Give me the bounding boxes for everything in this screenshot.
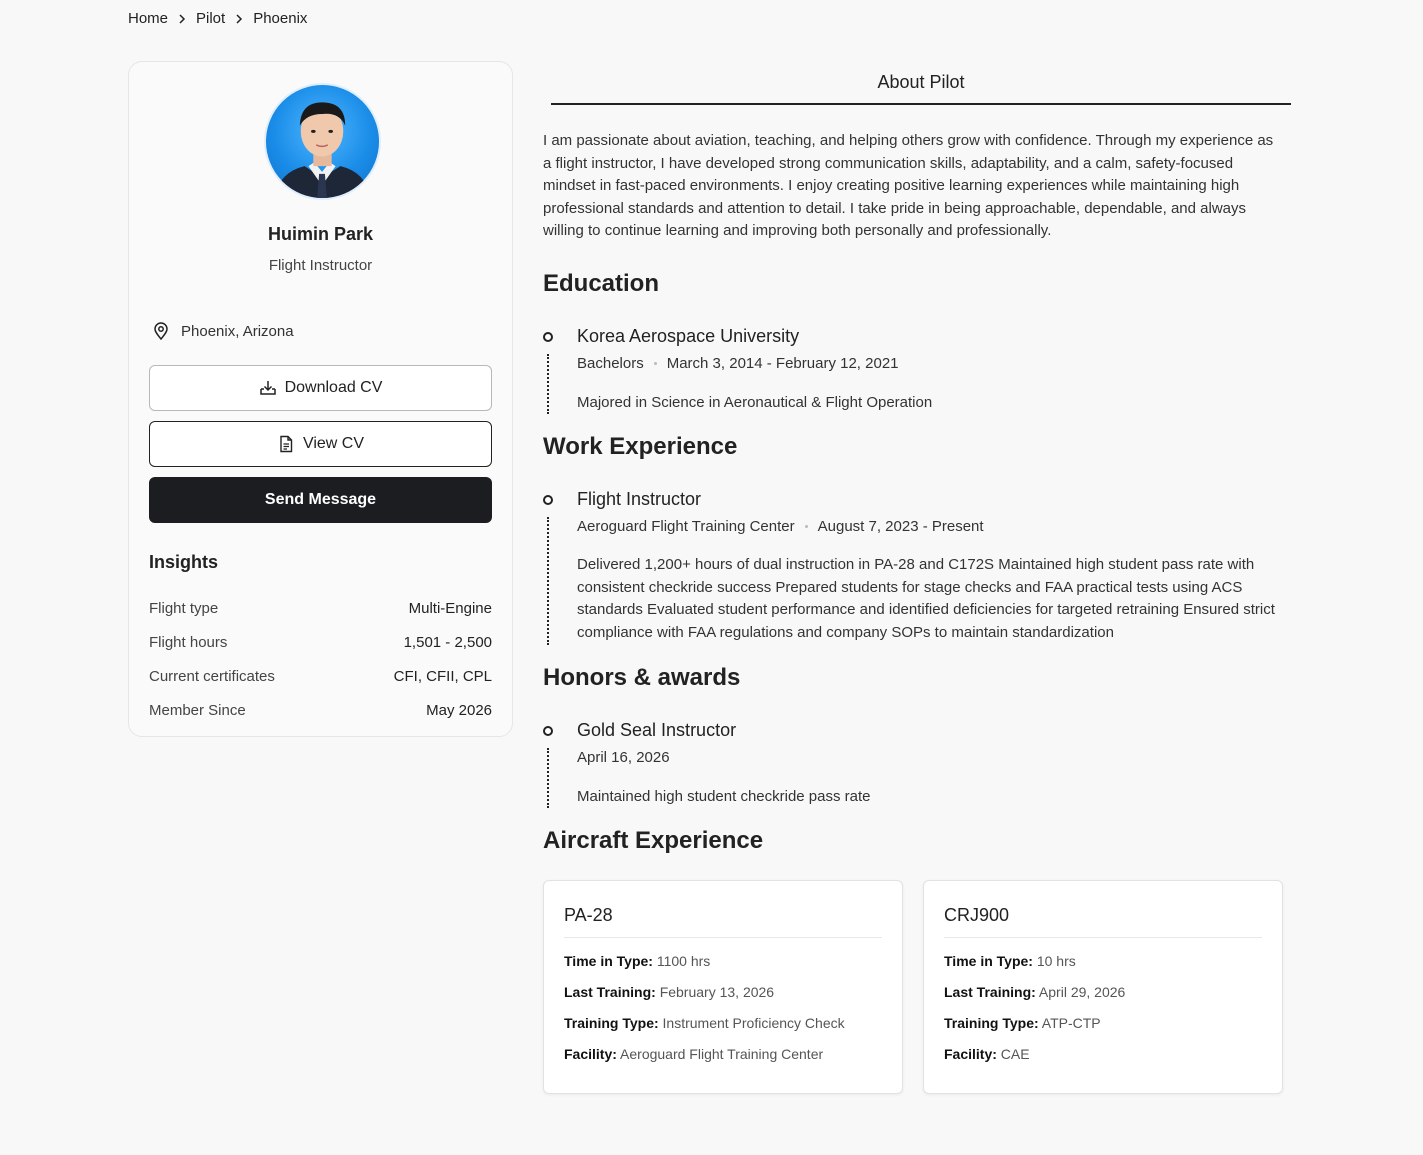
download-icon bbox=[259, 379, 277, 397]
insights-list bbox=[149, 591, 492, 727]
separator-dot bbox=[805, 525, 808, 528]
facility-label: Facility: bbox=[944, 1046, 997, 1062]
training-type-label: Training Type: bbox=[564, 1015, 659, 1031]
last-training-label: Last Training: bbox=[564, 984, 656, 1000]
insight-value: CFI, CFII, CPL bbox=[393, 667, 492, 685]
insight-label: Flight hours bbox=[149, 633, 228, 651]
last-training-value: April 29, 2026 bbox=[1038, 984, 1126, 1000]
time-label: Time in Type: bbox=[944, 953, 1033, 969]
honors-item bbox=[543, 720, 1283, 810]
honors-heading: Honors & awards bbox=[543, 664, 741, 691]
training-type-label: Training Type: bbox=[944, 1015, 1039, 1031]
aircraft-name: CRJ900 bbox=[944, 905, 1010, 925]
separator-dot bbox=[654, 362, 657, 365]
timeline-line bbox=[547, 354, 549, 414]
timeline-dot bbox=[543, 726, 553, 736]
facility-label: Facility: bbox=[564, 1046, 617, 1062]
aircraft-last-training-row bbox=[944, 982, 1125, 1013]
education-meta bbox=[577, 355, 899, 372]
timeline-dot bbox=[543, 495, 553, 505]
aircraft-facility-row bbox=[944, 1044, 1125, 1075]
honor-date: April 16, 2026 bbox=[577, 749, 670, 766]
breadcrumb bbox=[128, 10, 307, 27]
aircraft-details bbox=[564, 951, 845, 1075]
work-company: Aeroguard Flight Training Center bbox=[577, 518, 795, 535]
last-training-label: Last Training: bbox=[944, 984, 1036, 1000]
education-school: Korea Aerospace University bbox=[577, 326, 800, 346]
tab-about-pilot[interactable]: About Pilot bbox=[551, 62, 1291, 105]
work-heading: Work Experience bbox=[543, 433, 738, 460]
aircraft-time-row bbox=[564, 951, 845, 982]
insight-label: Current certificates bbox=[149, 667, 275, 685]
aircraft-facility-row bbox=[564, 1044, 845, 1075]
profile-name: Huimin Park bbox=[267, 224, 374, 244]
aircraft-name: PA-28 bbox=[564, 905, 613, 925]
chevron-right-icon bbox=[233, 13, 245, 25]
download-cv-button[interactable] bbox=[149, 365, 492, 411]
insight-row bbox=[149, 625, 492, 659]
work-meta bbox=[577, 518, 984, 535]
work-title: Flight Instructor bbox=[577, 489, 702, 509]
aircraft-card bbox=[923, 880, 1283, 1094]
view-cv-button[interactable] bbox=[149, 421, 492, 467]
avatar-image bbox=[266, 85, 379, 198]
insight-label: Member Since bbox=[149, 701, 246, 719]
send-message-label: Send Message bbox=[264, 491, 377, 508]
insight-row bbox=[149, 659, 492, 693]
time-value: 10 hrs bbox=[1036, 953, 1076, 969]
breadcrumb-phoenix[interactable]: Phoenix bbox=[253, 10, 308, 27]
breadcrumb-home[interactable]: Home bbox=[128, 10, 169, 27]
last-training-value: February 13, 2026 bbox=[659, 984, 775, 1000]
honor-title: Gold Seal Instructor bbox=[577, 720, 737, 740]
tab-bar bbox=[543, 62, 1291, 106]
avatar bbox=[264, 83, 381, 200]
insight-label: Flight type bbox=[149, 599, 219, 617]
aircraft-training-type-row bbox=[944, 1013, 1125, 1044]
breadcrumb-pilot[interactable]: Pilot bbox=[196, 10, 226, 27]
aircraft-last-training-row bbox=[564, 982, 845, 1013]
profile-role: Flight Instructor bbox=[268, 257, 373, 274]
insights-title: Insights bbox=[149, 552, 219, 572]
facility-value: Aeroguard Flight Training Center bbox=[620, 1046, 824, 1062]
insight-value: May 2026 bbox=[426, 701, 492, 719]
education-degree: Bachelors bbox=[577, 355, 644, 372]
chevron-right-icon bbox=[176, 13, 188, 25]
download-cv-label: Download CV bbox=[284, 379, 383, 396]
insight-row bbox=[149, 591, 492, 625]
aircraft-heading: Aircraft Experience bbox=[543, 827, 764, 854]
document-icon bbox=[277, 435, 295, 453]
about-text: I am passionate about aviation, teaching, and helping others grow with confidence. Through my experience as a flight instructor, I have developed strong communication skills, adaptability, and a calm, safety-focused mindset in fast-paced environments. I enjoy creating positive learning experiences while maintaining high professional standards and attention to detail. I take pride in being approachable, dependable, and always willing to continue learning and improving both personally and professionally. bbox=[543, 132, 1274, 240]
honor-description: Maintained high student checkride pass rate bbox=[577, 788, 871, 805]
timeline-line bbox=[547, 748, 549, 808]
education-dates: March 3, 2014 - February 12, 2021 bbox=[666, 355, 899, 372]
location-pin-icon bbox=[151, 321, 171, 341]
training-type-value: Instrument Proficiency Check bbox=[662, 1015, 845, 1031]
time-value: 1100 hrs bbox=[656, 953, 711, 969]
insight-value: 1,501 - 2,500 bbox=[403, 633, 492, 651]
aircraft-details bbox=[944, 951, 1125, 1075]
work-dates: August 7, 2023 - Present bbox=[817, 518, 984, 535]
aircraft-training-type-row bbox=[564, 1013, 845, 1044]
profile-card bbox=[128, 61, 513, 737]
divider bbox=[564, 937, 882, 938]
profile-location bbox=[151, 321, 294, 341]
training-type-value: ATP-CTP bbox=[1041, 1015, 1101, 1031]
aircraft-card bbox=[543, 880, 903, 1094]
work-item bbox=[543, 489, 1283, 649]
view-cv-label: View CV bbox=[302, 435, 365, 452]
work-description: Delivered 1,200+ hours of dual instruction in PA-28 and C172S Maintained high student pass rate with consistent checkride success Prepared students for stage checks and FAA practical tests using ACS standards Evaluated student performance and identified deficiencies for targeted retraining Ensured strict compliance with FAA regulations and company SOPs to maintain standardization bbox=[577, 556, 1275, 641]
honor-meta bbox=[577, 749, 670, 766]
timeline-line bbox=[547, 517, 549, 645]
education-item bbox=[543, 326, 1283, 416]
insight-row bbox=[149, 693, 492, 727]
location-text: Phoenix, Arizona bbox=[181, 322, 294, 340]
send-message-button[interactable] bbox=[149, 477, 492, 523]
divider bbox=[944, 937, 1262, 938]
education-heading: Education bbox=[543, 270, 660, 297]
aircraft-time-row bbox=[944, 951, 1125, 982]
education-description: Majored in Science in Aeronautical & Flight Operation bbox=[577, 394, 933, 411]
facility-value: CAE bbox=[1000, 1046, 1030, 1062]
timeline-dot bbox=[543, 332, 553, 342]
insight-value: Multi-Engine bbox=[408, 599, 492, 617]
time-label: Time in Type: bbox=[564, 953, 653, 969]
